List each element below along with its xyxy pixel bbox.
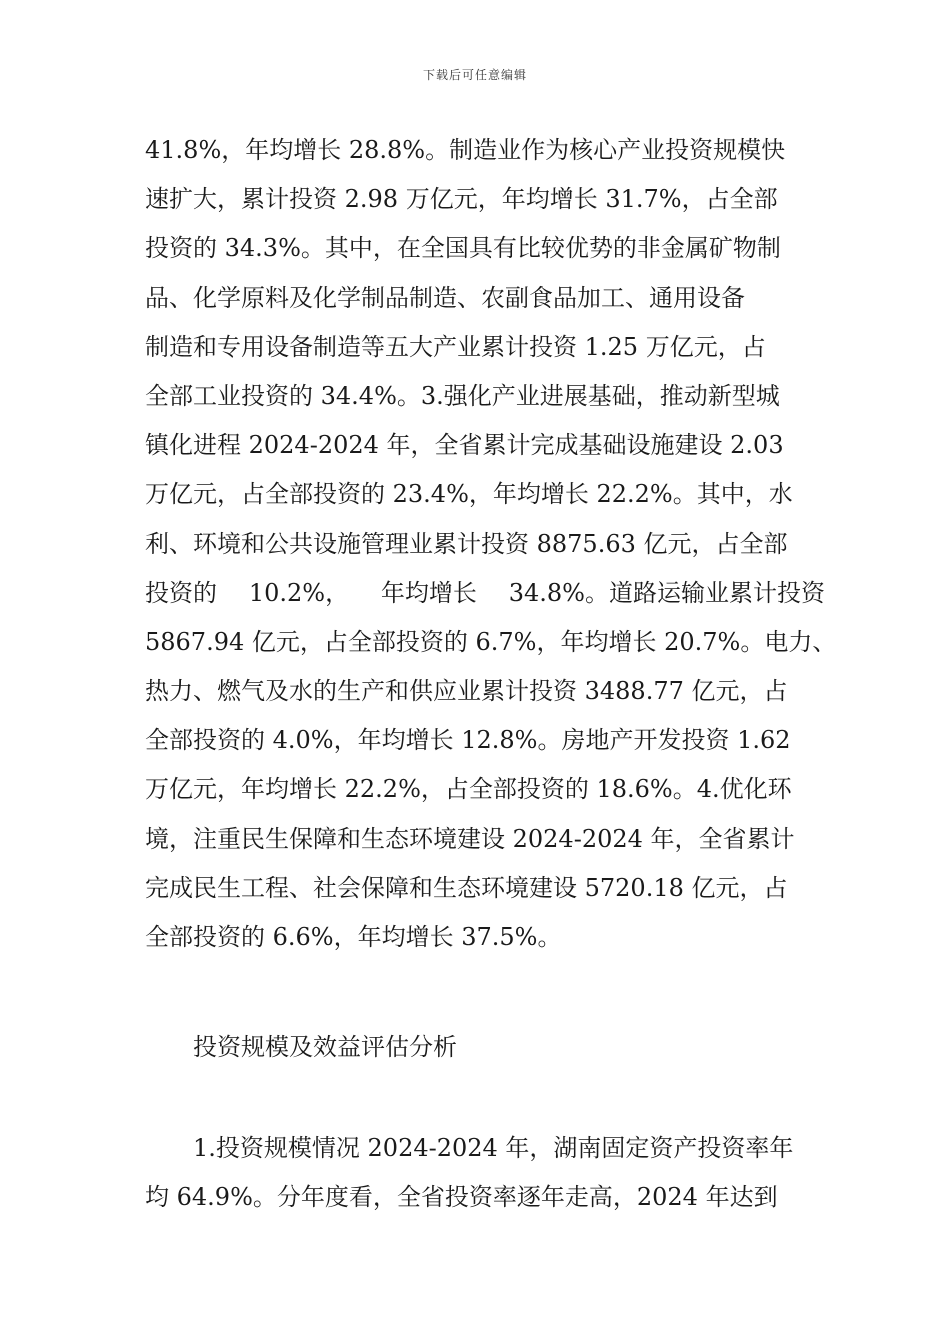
text-line: 投资的 10.2%， 年均增长 34.8%。道路运输业累计投资 bbox=[145, 578, 825, 607]
text-line: 速扩大，累计投资 2.98 万亿元，年均增长 31.7%，占全部 bbox=[145, 185, 778, 214]
text-line: 投资的 34.3%。其中，在全国具有比较优势的非金属矿物制 bbox=[145, 234, 781, 263]
page-header-note: 下载后可任意编辑 bbox=[422, 68, 527, 82]
text-line: 41.8%，年均增长 28.8%。制造业作为核心产业投资规模快 bbox=[145, 136, 786, 164]
text-line: 完成民生工程、社会保障和生态环境建设 5720.18 亿元，占 bbox=[145, 873, 788, 902]
text-line: 1.投资规模情况 2024-2024 年，湖南固定资产投资率年 bbox=[193, 1134, 794, 1162]
text-line: 万亿元，占全部投资的 23.4%，年均增长 22.2%。其中，水 bbox=[145, 480, 793, 509]
text-line: 镇化进程 2024-2024 年，全省累计完成基础设施建设 2.03 bbox=[145, 431, 784, 460]
section-heading: 投资规模及效益评估分析 bbox=[193, 1033, 457, 1061]
text-line: 利、环境和公共设施管理业累计投资 8875.63 亿元，占全部 bbox=[145, 529, 788, 558]
text-line: 热力、燃气及水的生产和供应业累计投资 3488.77 亿元，占 bbox=[145, 677, 788, 706]
text-line: 5867.94 亿元，占全部投资的 6.7%，年均增长 20.7%。电力、 bbox=[145, 627, 837, 656]
second-paragraph bbox=[145, 1124, 825, 1222]
text-line: 品、化学原料及化学制品制造、农副食品加工、通用设备 bbox=[145, 283, 745, 312]
text-line: 万亿元，年均增长 22.2%，占全部投资的 18.6%。4.优化环 bbox=[145, 775, 792, 804]
text-line: 全部投资的 6.6%，年均增长 37.5%。 bbox=[145, 923, 562, 951]
text-line: 全部投资的 4.0%，年均增长 12.8%。房地产开发投资 1.62 bbox=[145, 726, 791, 755]
text-line: 境，注重民生保障和生态环境建设 2024-2024 年，全省累计 bbox=[145, 824, 795, 853]
text-line: 制造和专用设备制造等五大产业累计投资 1.25 万亿元，占 bbox=[145, 332, 766, 361]
text-line: 均 64.9%。分年度看，全省投资率逐年走高，2024 年达到 bbox=[145, 1183, 778, 1212]
text-line: 全部工业投资的 34.4%。3.强化产业进展基础，推动新型城 bbox=[145, 381, 780, 410]
main-paragraph bbox=[145, 126, 837, 962]
